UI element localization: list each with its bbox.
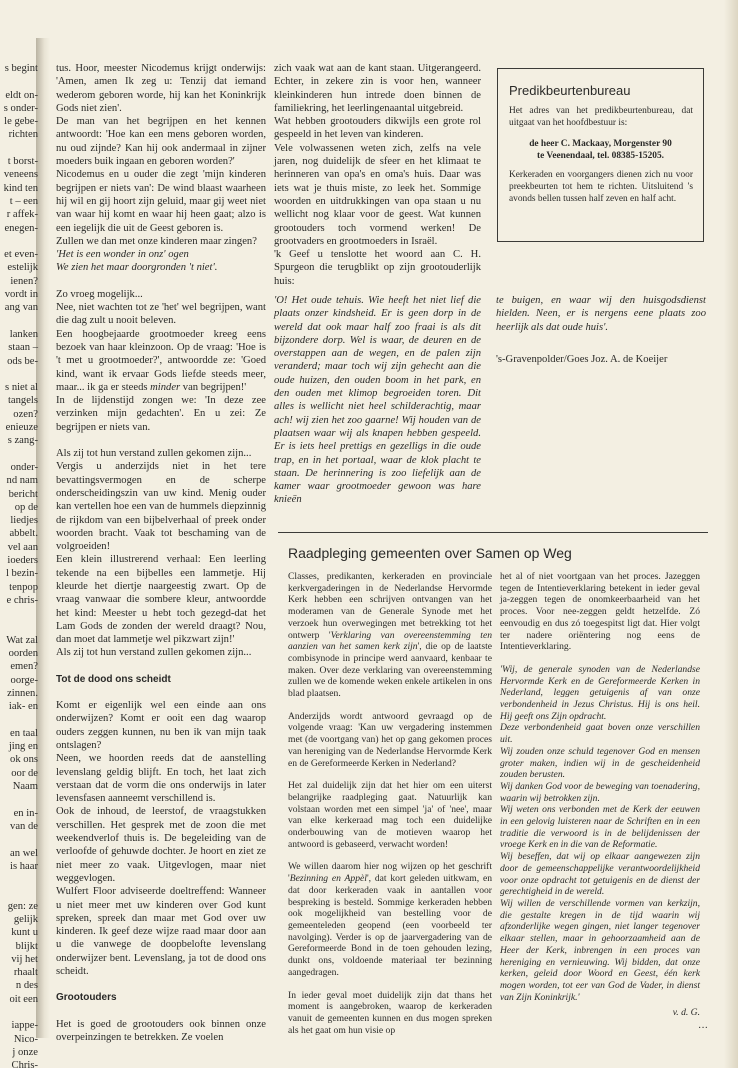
- spurgeon-quote-continued: te buigen, en waar wij den huisgodsdienst hielden. Neen, er is nergens eene plaats zoo heerlijk als dat oude huis'.: [496, 295, 706, 333]
- fragment-line: [0, 448, 38, 461]
- article-raadpleging: [278, 532, 708, 1036]
- fragment-line: s niet al: [5, 382, 38, 394]
- fragment-line: emen?: [10, 661, 38, 673]
- spurgeon-quote: 'O! Het oude tehuis. Wie heeft het niet lief die plaats onzer kindsheid. Er is geen dorp in de wereld dat ook maar half zoo fraai is als dit bijzondere dorp. Wel is waar, de deuren en de overstappen aan de wegen, en de palen zijn veranderd; maar toch wij zijn gehecht aan die oude huizen, den ouden boom in het park, en den ouden met klimop begroeiden toren. Dit alles is wellicht niet heel schilderachtig, maar ach! wij zien het zoo gaarne! Wij houden van de plaatsen waar wij als knapen hebben gespeeld. Er is iets heel prettigs en gezelligs in die oude trap, en in het portaal, waar de klok placht te staan. De herinnering is zoo liefelijk aan de kamer waar grootmoeder gewoon was hare knieën: [274, 295, 481, 506]
- paragraph: Komt er eigenlijk wel een einde aan ons onderwijzen? Komt er ooit een dag waarop ouders zeggen kunnen, nu ben ik van mijn taak ontslagen?: [56, 700, 266, 751]
- fragment-line: n des: [15, 980, 38, 992]
- fragment-line: [0, 873, 38, 886]
- article-signature: v. d. G.: [672, 1007, 700, 1019]
- notice-text: Het adres van het predikbeurtenbureau, dat uitgaat van het hoofdbestuur is:: [509, 106, 693, 128]
- fragment-line: oor de: [11, 767, 38, 779]
- fragment-line: s zang-: [7, 435, 38, 447]
- fragment-line: [0, 235, 38, 248]
- fragment-line: nd nam: [6, 475, 38, 487]
- fragment-line: enieuze: [5, 422, 38, 434]
- fragment-line: iappe-: [11, 1020, 38, 1032]
- fragment-line: en taal: [10, 727, 38, 739]
- fragment-line: [0, 607, 38, 620]
- fragment-line: ozen?: [13, 408, 38, 420]
- fragment-line: van de: [10, 820, 38, 832]
- fragment-line: ienen?: [10, 275, 38, 287]
- fragment-line: [0, 886, 38, 899]
- declaration: Wij danken God voor de beweging van toenadering, waarin wij betrokken zijn.: [500, 780, 700, 804]
- fragment-line: gelijk: [13, 914, 38, 925]
- paragraph: Het zal duidelijk zijn dat het hier om een uiterst belangrijke raadpleging gaat. Natuurlijk kan volstaan worden met een simpel 'ja' of 'nee', maar van elke kerkeraad mag toch een duidelijke onderbouwing van de motieven waarop het antwoord is gebaseerd, verwacht worden!: [288, 780, 492, 850]
- article-column-right: [500, 571, 700, 1019]
- fragment-line: en in-: [13, 807, 38, 819]
- fragment-line: le gebe-: [4, 116, 38, 128]
- paragraph: Vergis u anderzijds niet in het tere bevattingsvermogen en de scherpe onderscheidingszin van uw kind. Menig ouder kan vertellen hoe een van de hummels diepzinnig de rijkdom van een bijbelverhaal of preek onder woorden bracht. Vaak tot beschaming van de volgroeiden!: [56, 461, 266, 553]
- previous-page-fragments: [0, 62, 38, 1072]
- notice-address: de heer C. Mackaay, Morgenster 90 te Veenendaal, tel. 08385-15205.: [529, 139, 672, 161]
- paragraph: In ieder geval moet duidelijk zijn dat thans het moment is aangebroken, waarop de kerkeraden vanuit de gemeenten kunnen en dus mogen spreken als het gaat om hun visie op: [288, 989, 492, 1036]
- fragment-line: s onder-: [3, 102, 38, 114]
- fragment-line: abbelt.: [9, 528, 38, 540]
- fragment-line: kind ten: [3, 182, 38, 194]
- fragment-line: blijkt: [15, 940, 38, 952]
- paragraph: Nicodemus en u ouder die zegt 'mijn kinderen begrijpen er niets van': De wind blaast waarheen hij wil en gij hoort zijn geluid, maar gij weet niet van waar hij komt en waar hij heen gaat; alzo is een iegelijk die uit de Geest geboren is.: [56, 169, 266, 234]
- fragment-line: oorge-: [10, 674, 38, 686]
- fragment-line: bericht: [8, 488, 38, 500]
- article-column-1: [56, 62, 266, 1044]
- article-title: Raadpleging gemeenten over Samen op Weg: [288, 545, 572, 561]
- fragment-line: tangels: [7, 395, 38, 407]
- page-mark: ···: [698, 1023, 708, 1034]
- fragment-line: tenpop: [9, 581, 38, 593]
- fragment-line: ioeders: [7, 554, 38, 566]
- fragment-line: Chris-: [11, 1060, 38, 1072]
- fragment-line: gen: ze: [7, 900, 38, 912]
- fragment-line: j onze: [12, 1046, 38, 1058]
- declaration: Wij willen de verschillende vormen van kerkzijn, die gestalte kregen in de tijd waarin wij afzonderlijke wegen gingen, niet langer tegenover elkaar stellen, maar in gehoorzaamheid aan de Heer der Kerk, inbrengen in een proces van hereniging en vernieuwing. Wij bidden, dat onze kerken, geleid door Woord en Geest, één kerk mogen worden, tot eer van God de Vader, in dienst van Zijn Koninkrijk.': [500, 897, 700, 1003]
- fragment-line: oit een: [9, 993, 38, 1005]
- article-column-left: [288, 571, 492, 1047]
- declaration: Deze verbondenheid gaat boven onze verschillen uit.: [500, 722, 700, 746]
- paragraph: Classes, predikanten, kerkeraden en provinciale kerkvergaderingen in de Nederlandse Hervormde Kerk hebben een schrijven ontvangen van het moderamen van de Generale Synode met het verzoek hun overwegingen met betrekking tot het ontwerp 'Verklaring van overeenstemming ten aanzien van het samen kerk zijn', die op de laatste combisynode in principe werd aanvaard, kenbaar te maken. Over deze verklaring van overeenstemming zullen we de komende weken enkele artikelen in ons blad plaatsen.: [288, 571, 492, 700]
- paragraph: We willen daarom hier nog wijzen op het geschrift 'Bezinning en Appèl', dat kort geleden uitkwam, en dat door kerkeraden vaak in aantallen voor bespreking is besteld. Sommige kerkeraden hebben ook mogelijkheid van bestelling voor de gemeenteleden geopend (een voorbeeld ter navolging). Verder is op de jaarvergadering van de Gereformeerde Bond in de toen gehouden lezing, dunkt ons, voldoende materiaal ter bezinning aangedragen.: [288, 861, 492, 978]
- paragraph: In de lijdenstijd zongen we: 'In deze zee verzinken mijn gedachten'. En u zei: Ze begrijpen er niets van.: [56, 395, 266, 433]
- fragment-line: staan –: [8, 342, 38, 354]
- paragraph: het al of niet voortgaan van het proces. Jazeggen tegen de Intentieverklaring betekent in ieder geval ja-zeggen tegen de onomkeerbaarheid van het proces. Voor nee-zeggen geldt hetzelfde. Zó eenvoudig en dus zó toegespitst ligt dat. Hier volgt ter nadere oriëntering nog eens de Intentieverklaring.: [500, 571, 700, 653]
- paragraph: Als zij tot hun verstand zullen gekomen zijn...: [56, 647, 252, 659]
- declaration: Wij zouden onze schuld tegenover God en mensen groter maken, indien wij in de gescheidenheid zouden berusten.: [500, 745, 700, 781]
- paragraph: Nee, niet wachten tot ze 'het' wel begrijpen, want die dag zult u nooit beleven.: [56, 302, 266, 327]
- fragment-line: zinnen.: [7, 687, 38, 699]
- fragment-line: r affek-: [6, 209, 38, 221]
- fragment-line: rhaalt: [13, 967, 38, 979]
- paragraph: Neen, we hoorden reeds dat de aanstelling levenslang geldig blijft. En toch, het laat zich verstaan dat de vorm die ons onderwijs in later levensfasen aanneemt verschillend is.: [56, 753, 266, 805]
- notice-title: Predikbeurtenbureau: [509, 83, 631, 98]
- paragraph: Een hoogbejaarde grootmoeder kreeg eens bezoek van haar kleinzoon. Op de vraag: 'Hoe is 't met u grootmoeder?', antwoordde ze: 'Goed kind, want ik ervaar Gods liefde steeds meer, maar... ik ga er steeds minder van begrijpen!': [56, 328, 266, 393]
- paragraph: 'k Geef u tenslotte het woord aan C. H. Spurgeon die terugblikt op zijn grootouderlijk huis:: [274, 249, 481, 287]
- fragment-line: vij het: [11, 953, 38, 965]
- fragment-line: op de: [14, 501, 38, 513]
- fragment-line: enegen-: [4, 222, 38, 234]
- fragment-line: [0, 315, 38, 328]
- declaration: Wij weten ons verbonden met de Kerk der eeuwen in een gelovig luisteren naar de Schriften en in een traditie die verwoord is in de belijdenissen der vroege Kerk en in die van de Reformatie.: [500, 804, 700, 851]
- notice-text: Kerkeraden en voorgangers dienen zich nu voor preekbeurten tot hem te richten. Uitsluitend 's avonds bellen tussen half zeven en half acht.: [509, 170, 693, 204]
- fragment-line: [0, 833, 38, 846]
- notice-box-predikbeurtenbureau: [497, 68, 704, 242]
- fragment-line: oorden: [8, 648, 38, 660]
- section-heading: Tot de dood ons scheidt: [56, 673, 171, 685]
- fragment-line: [0, 75, 38, 88]
- fragment-line: onder-: [10, 461, 38, 473]
- fragment-line: s begint: [4, 63, 38, 74]
- paragraph: De man van het begrijpen en het kennen antwoordt: 'Hoe kan een mens geboren worden, nu oud zijnde? Kan hij ook andermaal in zijner moeders buik ingaan en geboren worden?': [56, 116, 266, 168]
- paragraph: Als zij tot hun verstand zullen gekomen zijn...: [56, 448, 252, 460]
- section-heading: Grootouders: [56, 992, 117, 1004]
- paragraph: Zullen we dan met onze kinderen maar zingen?: [56, 235, 257, 247]
- verse-line: 'Het is een wonder in onz' ogen: [56, 249, 189, 261]
- paragraph: Vele volwassenen weten zich, zelfs na vele jaren, nog duidelijk de sfeer en het klimaat te herinneren van opa's en oma's huis. Daar was iets wat je thuis miste, zo leek het. Sommige woorden en uitdrukkingen van opa staan u nu wellicht nog klaar voor de geest. Wat kunnen grootouders toch vormend werken! De grootvaders en grootmoeders in Israël.: [274, 142, 481, 247]
- fragment-line: vel aan: [7, 541, 38, 553]
- binding-gutter: [36, 38, 50, 1038]
- fragment-line: l bezin-: [5, 568, 38, 580]
- paragraph: zich vaak wat aan de kant staan. Uitgerangeerd. Echter, in zekere zin is voor hen, wanneer kleinkinderen hun intrede doen binnen de familiekring, het leerlingenaantal uitgebreid.: [274, 63, 481, 114]
- fragment-line: vordt in: [4, 289, 38, 301]
- fragment-line: t – een: [9, 195, 38, 207]
- page-edge: [724, 0, 738, 1068]
- fragment-line: Naam: [12, 781, 38, 793]
- declaration: Wij beseffen, dat wij op elkaar aangewezen zijn door de gemeenschappelijke verantwoordelijkheid voor onze opdracht tot getuigenis en de dienst der gerechtigheid in de wereld.: [500, 851, 700, 898]
- fragment-line: Wat zal: [6, 634, 38, 646]
- fragment-line: [0, 142, 38, 155]
- fragment-line: an wel: [10, 847, 38, 859]
- paragraph: Wulfert Floor adviseerde doeltreffend: Wanneer u niet meer met uw kinderen over God kunt spreken, spreek dan maar met God over uw kinderen. Ik geef deze wijze raad maar door aan u die vanwege de doopbelofte levenslang onderwijzer bent. Levenslang, ja tot de dood ons scheidt.: [56, 886, 266, 977]
- paragraph: Ook de inhoud, de leerstof, de vraagstukken verschillen. Het gesprek met de zoon die met weekendverlof thuis is. De begeleiding van de verloofde of gehuwde dochter. Je hoort en ziet ze niet meer zo vaak. Uitgevlogen, maar niet weggevlogen.: [56, 806, 266, 884]
- fragment-line: Nico-: [13, 1033, 38, 1045]
- paragraph: tus. Hoor, meester Nicodemus krijgt onderwijs: 'Amen, amen Ik zeg u: Tenzij dat iemand wederom geboren worde, hij kan het Koninkrijk Gods niet zien'.: [56, 63, 266, 114]
- fragment-line: [0, 368, 38, 381]
- fragment-line: ang van: [4, 302, 38, 314]
- fragment-line: liedjes: [10, 515, 38, 527]
- fragment-line: ods be-: [7, 355, 38, 367]
- fragment-line: lanken: [9, 328, 38, 340]
- fragment-line: richten: [8, 129, 38, 141]
- verse-line: We zien het maar doorgronden 't niet'.: [56, 262, 218, 274]
- fragment-line: estelijk: [7, 262, 38, 274]
- paragraph: Het is goed de grootouders ook binnen onze overpeinzingen te betrekken. Ze voelen: [56, 1018, 266, 1043]
- fragment-line: et even-: [4, 249, 38, 261]
- article-column-2: [274, 62, 481, 288]
- fragment-line: [0, 1006, 38, 1019]
- fragment-line: jing en: [8, 741, 38, 753]
- fragment-line: veneens: [3, 169, 38, 181]
- paragraph: Anderzijds wordt antwoord gevraagd op de volgende vraag: 'Kan uw vergadering instemmen met (de voortgang van) het op gang gekomen proces van hereniging van de Nederlandse Hervormde Kerk en de Gereformeerde Kerken in Nederland?: [288, 710, 492, 769]
- fragment-line: [0, 793, 38, 806]
- fragment-line: eldt on-: [5, 89, 38, 101]
- fragment-line: is haar: [10, 860, 38, 872]
- fragment-line: t borst-: [7, 156, 38, 168]
- fragment-line: e chris-: [6, 594, 38, 606]
- paragraph: Zo vroeg mogelijk...: [56, 288, 143, 300]
- fragment-line: kunt u: [11, 927, 38, 939]
- declaration: 'Wij, de generale synoden van de Nederlandse Hervormde Kerk en de Gereformeerde Kerken in Nederland, leggen getuigenis af van onze verbondenheid in Jezus Christus. Hij is ons heil. Hij geeft ons Zijn opdracht.: [500, 663, 700, 722]
- paragraph: Wat hebben grootouders dikwijls een grote rol gespeeld in het leven van kinderen.: [274, 116, 481, 141]
- fragment-line: ok ons: [10, 754, 38, 766]
- author-signature: 's-Gravenpolder/Goes Joz. A. de Koeijer: [496, 354, 668, 365]
- fragment-line: [0, 620, 38, 633]
- fragment-line: iak- en: [8, 701, 38, 713]
- paragraph: Een klein illustrerend verhaal: Een leerling tekende na een bijbelles een lammetje. Hij kleurde het diertje naargeestig zwart. Op de vraag vanwaar die sombere kleur, antwoordde het kind: Meester u hebt toch gezegd-dat het Lam Gods de zonden der wereld draagt? Nou, dan moet dat lammetje wel pikzwart zijn!': [56, 554, 266, 646]
- fragment-line: [0, 714, 38, 727]
